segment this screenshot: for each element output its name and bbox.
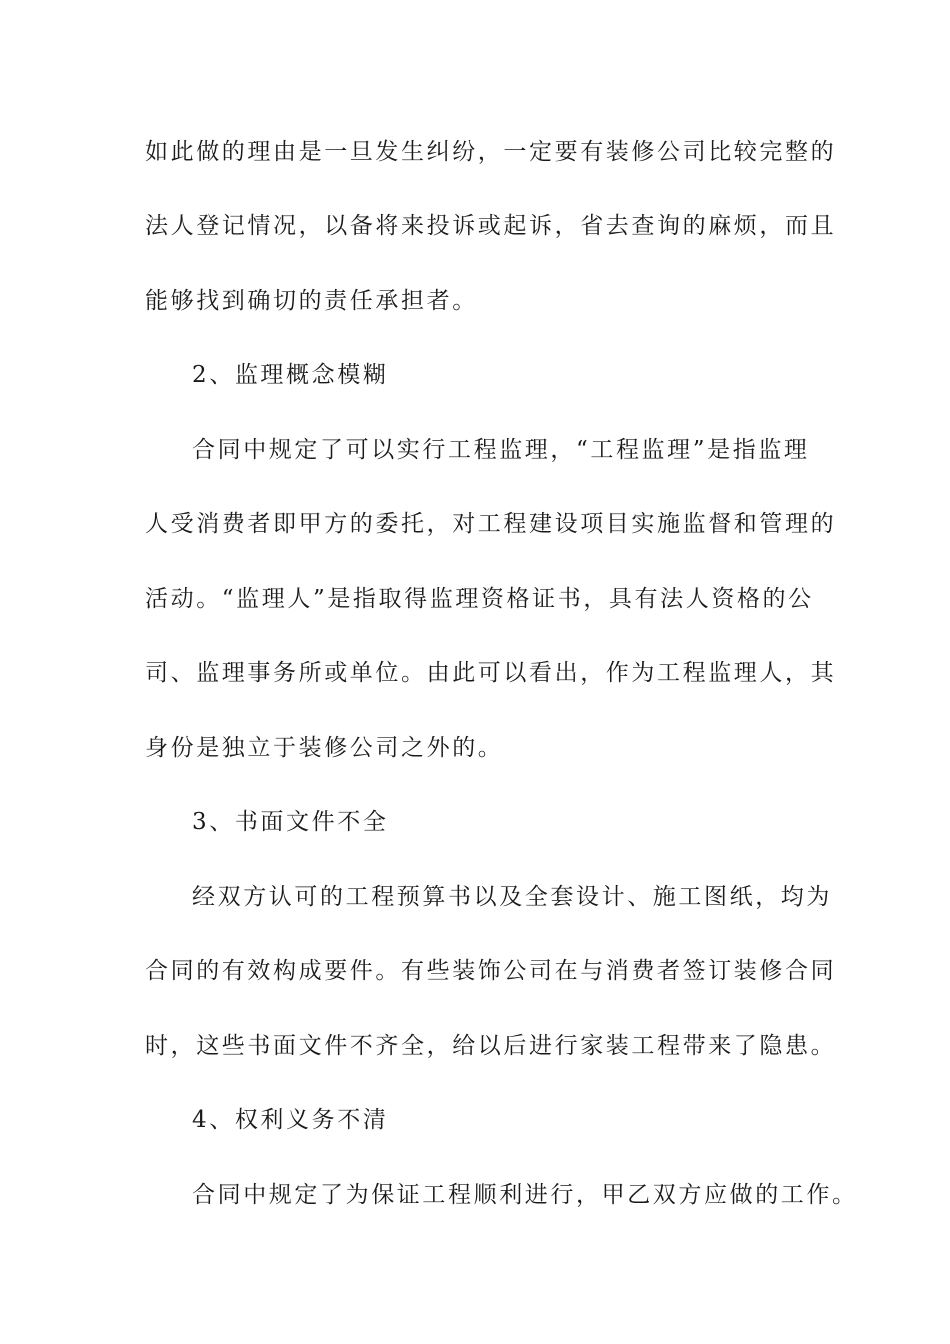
paragraph-line: 合同中规定了为保证工程顺利进行，甲乙双方应做的工作。 bbox=[192, 1182, 858, 1208]
paragraph-line: 如此做的理由是一旦发生纠纷，一定要有装修公司比较完整的 bbox=[145, 139, 837, 165]
paragraph-line: 经双方认可的工程预算书以及全套设计、施工图纸，均为 bbox=[192, 884, 832, 910]
paragraph-line: 能够找到确切的责任承担者。 bbox=[145, 288, 478, 314]
section-heading-3: 3、书面文件不全 bbox=[192, 809, 389, 835]
section-heading-2: 2、监理概念模糊 bbox=[192, 362, 389, 388]
paragraph-line: 司、监理事务所或单位。由此可以看出，作为工程监理人，其 bbox=[145, 660, 837, 686]
paragraph-line: 身份是独立于装修公司之外的。 bbox=[145, 735, 504, 761]
paragraph-line: 人受消费者即甲方的委托，对工程建设项目实施监督和管理的 bbox=[145, 511, 837, 537]
paragraph-line: 活动。“监理人”是指取得监理资格证书，具有法人资格的公 bbox=[145, 586, 814, 612]
paragraph-line: 合同的有效构成要件。有些装饰公司在与消费者签订装修合同 bbox=[145, 958, 837, 984]
paragraph-line: 合同中规定了可以实行工程监理，“工程监理”是指监理 bbox=[192, 437, 810, 463]
paragraph-line: 法人登记情况，以备将来投诉或起诉，省去查询的麻烦，而且 bbox=[145, 213, 837, 239]
paragraph-line: 时，这些书面文件不齐全，给以后进行家装工程带来了隐患。 bbox=[145, 1033, 837, 1059]
section-heading-4: 4、权利义务不清 bbox=[192, 1107, 389, 1133]
